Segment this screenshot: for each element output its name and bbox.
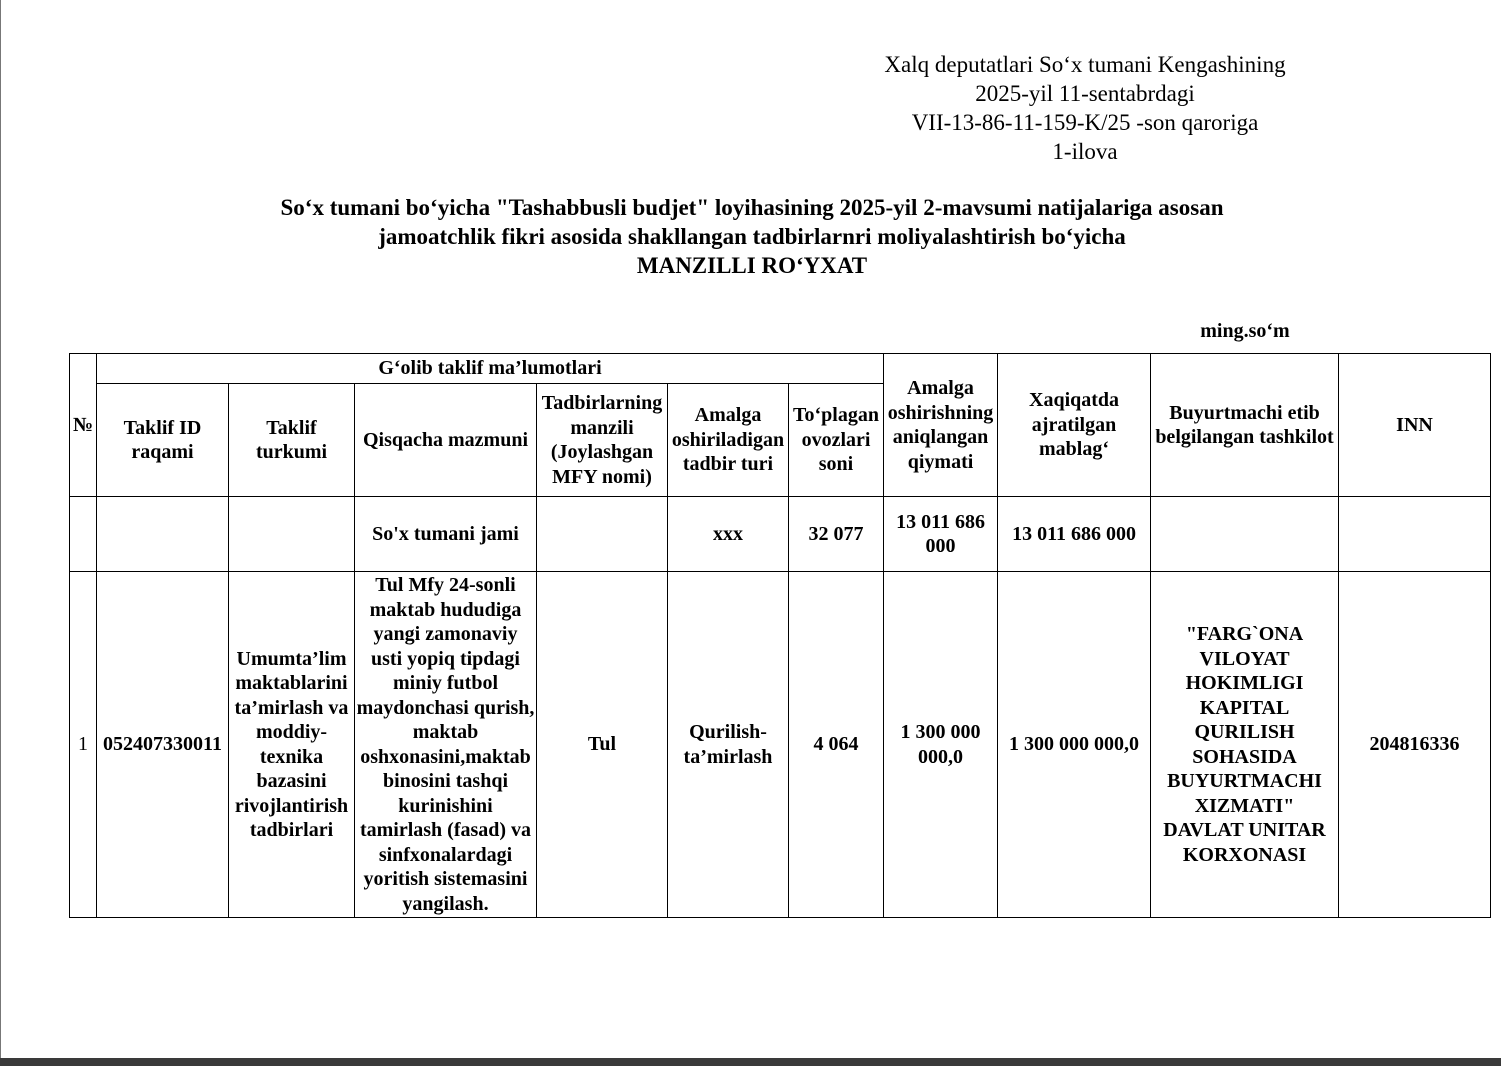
cell-empty bbox=[229, 497, 355, 572]
row-taklif-id: 052407330011 bbox=[97, 572, 229, 918]
row-qiymat: 1 300 000 000,0 bbox=[884, 572, 998, 918]
cell-empty bbox=[1339, 497, 1491, 572]
col-tadbir-turi-header: Amalga oshiriladigan tadbir turi bbox=[668, 384, 789, 497]
budget-table bbox=[69, 353, 1491, 918]
col-buyurtmachi-header: Buyurtmachi etib belgilangan tashkilot bbox=[1151, 354, 1339, 497]
decision-reference bbox=[830, 50, 1340, 166]
cell-empty bbox=[70, 497, 97, 572]
header-line-2: 2025-yil 11-sentabrdagi bbox=[975, 81, 1195, 106]
total-label: So'x tumani jami bbox=[355, 497, 537, 572]
row-ajratilgan: 1 300 000 000,0 bbox=[998, 572, 1151, 918]
total-ovozlar: 32 077 bbox=[789, 497, 884, 572]
col-turkum-header: Taklif turkumi bbox=[229, 384, 355, 497]
col-inn-header: INN bbox=[1339, 354, 1491, 497]
table-row bbox=[70, 572, 1491, 918]
col-ovozlar-header: To‘plagan ovozlari soni bbox=[789, 384, 884, 497]
total-qiymat: 13 011 686 000 bbox=[884, 497, 998, 572]
title-line-2: jamoatchlik fikri asosida shakllangan tadbirlarnri moliyalashtirish bo‘yicha bbox=[378, 224, 1126, 249]
row-manzil: Tul bbox=[537, 572, 668, 918]
row-inn: 204816336 bbox=[1339, 572, 1491, 918]
header-line-1: Xalq deputatlari So‘x tumani Kengashining bbox=[884, 52, 1286, 77]
header-row-1 bbox=[70, 354, 1491, 384]
cell-empty bbox=[97, 497, 229, 572]
col-mazmuni-header: Qisqacha mazmuni bbox=[355, 384, 537, 497]
table-row-total bbox=[70, 497, 1491, 572]
title-line-1: So‘x tumani bo‘yicha "Tashabbusli budjet" loyihasining 2025-yil 2-mavsumi natijalariga asosan bbox=[280, 195, 1224, 220]
row-tadbir-turi: Qurilish-ta’mirlash bbox=[668, 572, 789, 918]
row-number: 1 bbox=[70, 572, 97, 918]
col-number-header: № bbox=[70, 354, 97, 497]
unit-label: ming.so‘m bbox=[1200, 320, 1290, 342]
document-title bbox=[100, 193, 1404, 280]
col-qiymat-header: Amalga oshirishning aniqlangan qiymati bbox=[884, 354, 998, 497]
viewer-bottom-bar bbox=[0, 1058, 1501, 1066]
cell-empty bbox=[537, 497, 668, 572]
total-ajratilgan: 13 011 686 000 bbox=[998, 497, 1151, 572]
col-ajratilgan-header: Xaqiqatda ajratilgan mablag‘ bbox=[998, 354, 1151, 497]
col-taklif-id-header: Taklif ID raqami bbox=[97, 384, 229, 497]
title-line-3: MANZILLI RO‘YXAT bbox=[636, 253, 868, 278]
group-header: G‘olib taklif ma’lumotlari bbox=[97, 354, 884, 384]
col-manzil-header: Tadbirlarning manzili (Joylashgan MFY nomi) bbox=[537, 384, 668, 497]
header-line-3: VII-13-86-11-159-K/25 -son qaroriga bbox=[911, 110, 1259, 135]
header-line-4: 1-ilova bbox=[1052, 139, 1118, 164]
total-tadbir-turi: xxx bbox=[668, 497, 789, 572]
cell-empty bbox=[1151, 497, 1339, 572]
row-ovozlar: 4 064 bbox=[789, 572, 884, 918]
row-turkum: Umumta’lim maktablarini ta’mirlash va moddiy-texnika bazasini rivojlantirish tadbirlari bbox=[229, 572, 355, 918]
row-buyurtmachi: "FARG`ONA VILOYAT HOKIMLIGI KAPITAL QURILISH SOHASIDA BUYURTMACHI XIZMATI" DAVLAT UNITAR KORXONASI bbox=[1151, 572, 1339, 918]
page-left-edge bbox=[0, 0, 1, 1066]
row-mazmuni: Tul Mfy 24-sonli maktab hududiga yangi zamonaviy usti yopiq tipdagi miniy futbol maydonchasi qurish, maktab oshxonasini,maktab binosini tashqi kurinishini tamirlash (fasad) va sinfxonalardagi yoritish sistemasini yangilash. bbox=[355, 572, 537, 918]
